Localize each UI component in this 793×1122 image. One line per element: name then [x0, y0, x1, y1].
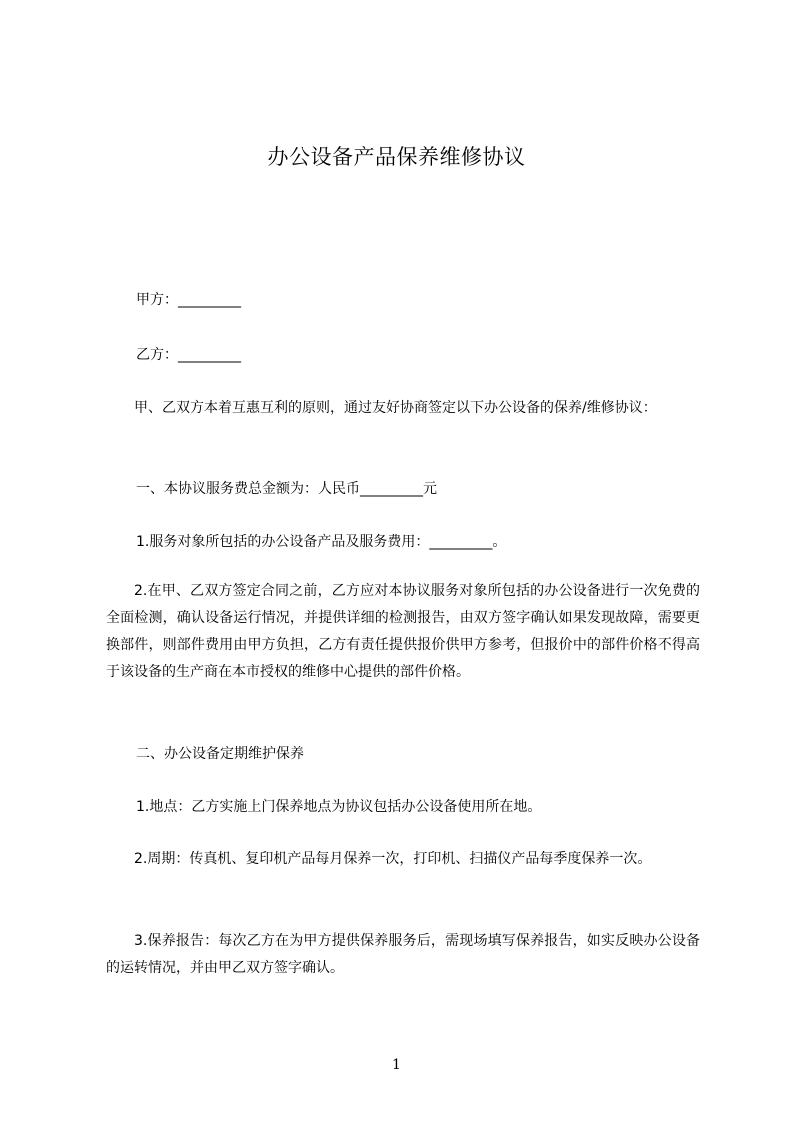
- party-a-line: 甲方：_________: [136, 292, 241, 308]
- section-2-heading: 二、办公设备定期维护保养: [136, 746, 304, 762]
- section-2-item-1: 1.地点：乙方实施上门保养地点为协议包括办公设备使用所在地。: [136, 799, 542, 815]
- section-1-item-2: 2.在甲、乙双方签定合同之前，乙方应对本协议服务对象所包括的办公设备进行一次免费的全面检测，确认设备运行情况，并提供详细的检测报告，由双方签字确认如果发现故障，需要更换部件，则部件费用由甲方负担，乙方有责任提供报价供甲方参考，但报价中的部件价格不得高于该设备的生产商在本市授权的维修中心提供的部件价格。: [106, 583, 700, 680]
- section-1-heading: 一、本协议服务费总金额为：人民币_________元: [136, 481, 437, 497]
- intro-paragraph: 甲、乙双方本着互惠互利的原则，通过友好协商签定以下办公设备的保养/维修协议：: [134, 400, 657, 416]
- page-number: 1: [392, 1057, 401, 1073]
- party-b-line: 乙方：_________: [136, 347, 241, 363]
- section-2-item-3: 3.保养报告：每次乙方在为甲方提供保养服务后，需现场填写保养报告，如实反映办公设备的运转情况，并由甲乙双方签字确认。: [106, 933, 700, 976]
- document-title: 办公设备产品保养维修协议: [267, 145, 526, 169]
- section-1-item-1: 1.服务对象所包括的办公设备产品及服务费用：_________。: [136, 534, 507, 550]
- section-2-item-2: 2.周期：传真机、复印机产品每月保养一次，打印机、扫描仪产品每季度保养一次。: [134, 851, 652, 867]
